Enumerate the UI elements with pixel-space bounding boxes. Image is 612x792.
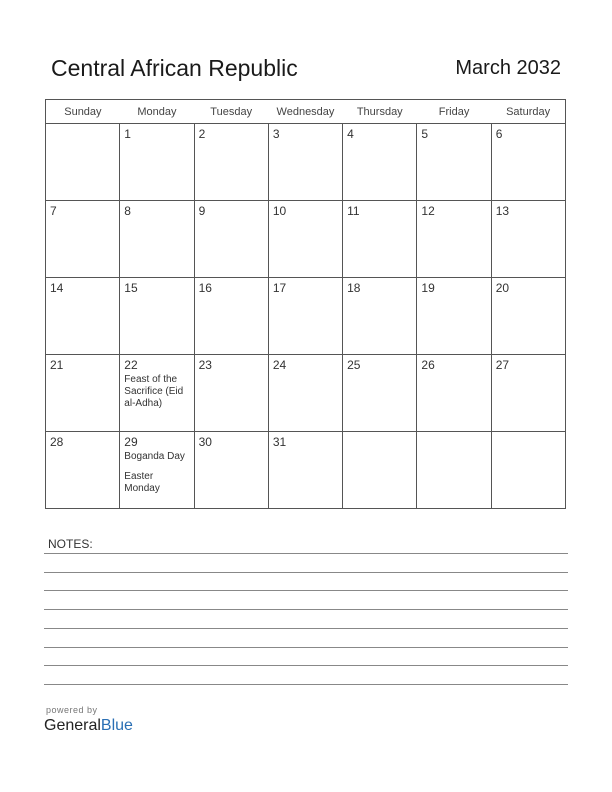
weekday-header-row [46,100,566,124]
day-cell [491,355,565,432]
day-cell [120,432,194,509]
day-number: 29 [124,435,138,449]
day-cell [343,432,417,509]
day-cell [194,355,268,432]
day-number: 30 [198,435,212,449]
week-row [46,355,566,432]
notes-line [44,590,568,591]
weekday-monday: Monday [120,100,194,124]
day-number: 27 [495,358,510,372]
day-cell [343,355,417,432]
day-cell [120,355,194,432]
day-number: 4 [347,127,354,141]
day-cell [268,201,342,278]
day-cell [46,124,120,201]
week-row [46,201,566,278]
day-cell [491,278,565,355]
day-cell [46,201,120,278]
day-number: 24 [272,358,287,372]
day-number: 16 [198,281,212,295]
day-cell [194,432,268,509]
day-cell [46,432,120,509]
day-number: 12 [421,204,435,218]
weekday-friday: Friday [417,100,491,124]
day-number: 19 [421,281,435,295]
day-number: 28 [50,435,64,449]
day-number: 13 [495,204,510,218]
generalblue-logo [44,717,133,735]
notes-line [44,628,568,629]
notes-line [44,665,568,666]
day-number: 5 [421,127,429,141]
day-cell [194,124,268,201]
day-cell [268,278,342,355]
notes-line [44,609,568,610]
weekday-sunday: Sunday [46,100,120,124]
week-row [46,278,566,355]
day-cell [417,432,491,509]
day-cell [194,201,268,278]
day-cell [417,355,491,432]
day-number: 2 [198,127,206,141]
day-number: 14 [50,281,64,295]
day-number: 31 [272,435,287,449]
day-cell [194,278,268,355]
notes-line [44,684,568,685]
day-number: 20 [495,281,510,295]
day-cell [417,201,491,278]
day-number: 10 [272,204,287,218]
day-number: 8 [124,204,131,218]
day-cell [343,201,417,278]
day-cell [417,278,491,355]
week-row [46,124,566,201]
day-cell [491,201,565,278]
day-cell [120,278,194,355]
notes-line [44,553,568,554]
powered-by-text: powered by [46,705,98,715]
notes-line [44,572,568,573]
weekday-tuesday: Tuesday [194,100,268,124]
day-cell [268,432,342,509]
day-cell [268,355,342,432]
day-number: 22 [124,358,138,372]
day-number: 1 [124,127,131,141]
day-number: 21 [50,358,64,372]
notes-line [44,647,568,648]
day-cell [491,124,565,201]
day-cell [120,201,194,278]
day-number: 9 [198,204,206,218]
week-row [46,432,566,509]
day-number: 17 [272,281,287,295]
logo-general-text: General [44,717,101,734]
weekday-wednesday: Wednesday [268,100,342,124]
day-number: 7 [50,204,57,218]
day-cell [343,124,417,201]
day-number: 25 [347,358,361,372]
day-number: 26 [421,358,435,372]
notes-label: NOTES: [48,537,93,551]
day-number: 6 [495,127,503,141]
holiday-label: Boganda Day [124,451,185,462]
logo-blue-text: Blue [100,717,133,734]
calendar-month-title: March 2032 [455,57,561,79]
day-number: 3 [272,127,280,141]
calendar-grid [45,99,566,509]
day-number: 15 [124,281,138,295]
holiday-label: Feast of the Sacrifice (Eid al-Adha) [124,374,184,409]
weekday-thursday: Thursday [343,100,417,124]
day-cell [268,124,342,201]
day-number: 18 [347,281,361,295]
holiday-label: Easter Monday [124,471,160,494]
day-cell [417,124,491,201]
day-cell [491,432,565,509]
day-cell [343,278,417,355]
day-cell [46,355,120,432]
day-number: 23 [198,358,212,372]
calendar-country-title: Central African Republic [51,55,298,81]
day-cell [120,124,194,201]
weekday-saturday: Saturday [491,100,565,124]
day-number: 11 [347,204,360,218]
day-cell [46,278,120,355]
